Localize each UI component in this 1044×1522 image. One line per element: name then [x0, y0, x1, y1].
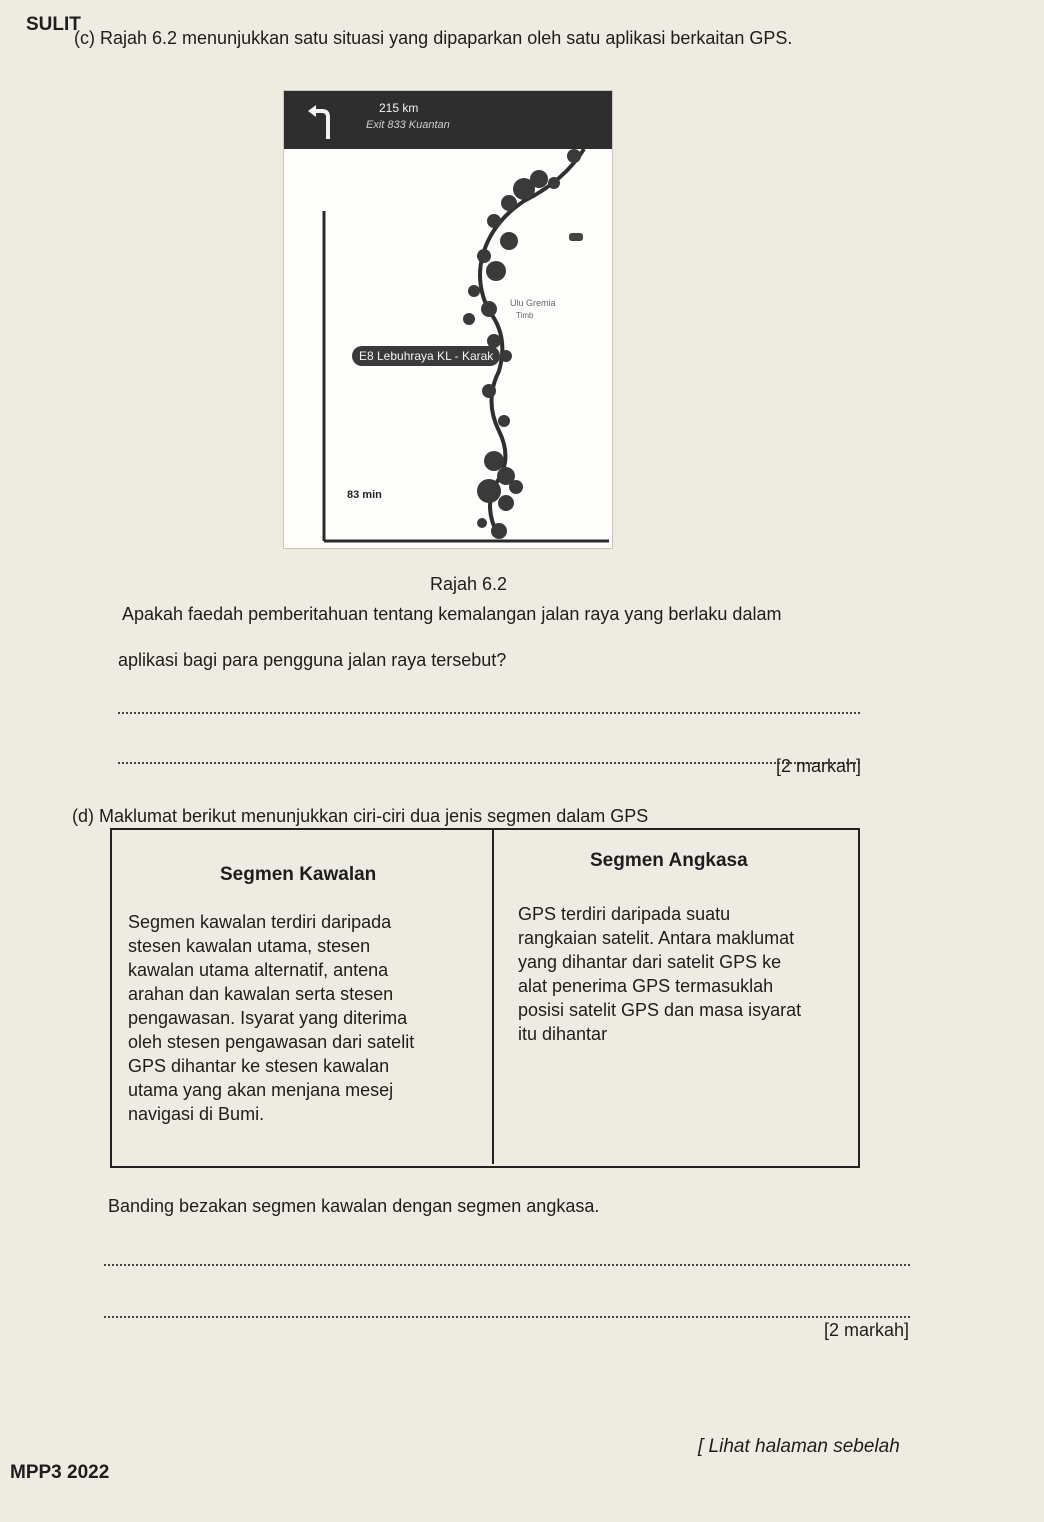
incident-markers: [463, 149, 581, 539]
place-label: Ulu Gremia: [510, 298, 556, 308]
segment-comparison-table: [110, 828, 860, 1168]
road-name-chip: E8 Lebuhraya KL - Karak: [352, 346, 500, 366]
marks-d: [2 markah]: [824, 1320, 910, 1340]
figure-caption: Rajah 6.2: [430, 574, 508, 594]
next-page-note: [ Lihat halaman sebelah: [698, 1436, 900, 1457]
text-line: stesen kawalan utama, stesen: [128, 936, 371, 956]
marks-c: [2 markah]: [776, 756, 862, 776]
text-line: pengawasan. Isyarat yang diterima: [128, 1008, 408, 1028]
question-d: Banding bezakan segmen kawalan dengan segmen angkasa.: [108, 1196, 600, 1216]
segmen-kawalan-text: [128, 910, 414, 1126]
text-line: kawalan utama alternatif, antena: [128, 960, 389, 980]
text-line: GPS terdiri daripada suatu: [518, 904, 731, 924]
answer-line[interactable]: [118, 762, 860, 764]
route-map: [284, 91, 612, 548]
exit-label: Exit 833 Kuantan: [366, 119, 450, 131]
gps-map-figure: [283, 90, 613, 549]
place-sub-label: Timb: [516, 311, 534, 320]
text-line: yang dihantar dari satelit GPS ke: [518, 952, 782, 972]
header-segmen-kawalan: Segmen Kawalan: [220, 864, 377, 885]
answer-line[interactable]: [118, 712, 860, 714]
table-divider: [492, 830, 494, 1164]
exam-code: MPP3 2022: [10, 1462, 110, 1483]
text-line: GPS dihantar ke stesen kawalan: [128, 1056, 390, 1076]
part-d-intro: (d) Maklumat berikut menunjukkan ciri-ciri dua jenis segmen dalam GPS: [72, 806, 649, 826]
text-line: navigasi di Bumi.: [128, 1104, 265, 1124]
text-line: rangkaian satelit. Antara maklumat: [518, 928, 795, 948]
answer-line[interactable]: [104, 1316, 910, 1318]
segmen-angkasa-text: [518, 902, 801, 1046]
answer-line[interactable]: [104, 1264, 910, 1266]
header-segmen-angkasa: Segmen Angkasa: [590, 850, 748, 871]
sulit-label: SULIT: [26, 14, 81, 35]
part-c-intro: (c) Rajah 6.2 menunjukkan satu situasi yang dipaparkan oleh satu aplikasi berkaitan GPS.: [74, 28, 793, 48]
text-line: arahan dan kawalan serta stesen: [128, 984, 394, 1004]
text-line: itu dihantar: [518, 1024, 608, 1044]
text-line: posisi satelit GPS dan masa isyarat: [518, 1000, 802, 1020]
text-line: utama yang akan menjana mesej: [128, 1080, 394, 1100]
traffic-marker: [569, 233, 583, 241]
question-c-line-1: Apakah faedah pemberitahuan tentang kemalangan jalan raya yang berlaku dalam: [122, 604, 782, 624]
distance-label: 215 km: [379, 101, 419, 115]
text-line: alat penerima GPS termasuklah: [518, 976, 774, 996]
text-line: Segmen kawalan terdiri daripada: [128, 912, 392, 932]
text-line: oleh stesen pengawasan dari satelit: [128, 1032, 415, 1052]
eta-label: 83 min: [347, 489, 382, 501]
question-c-line-2: aplikasi bagi para pengguna jalan raya tersebut?: [118, 650, 507, 670]
